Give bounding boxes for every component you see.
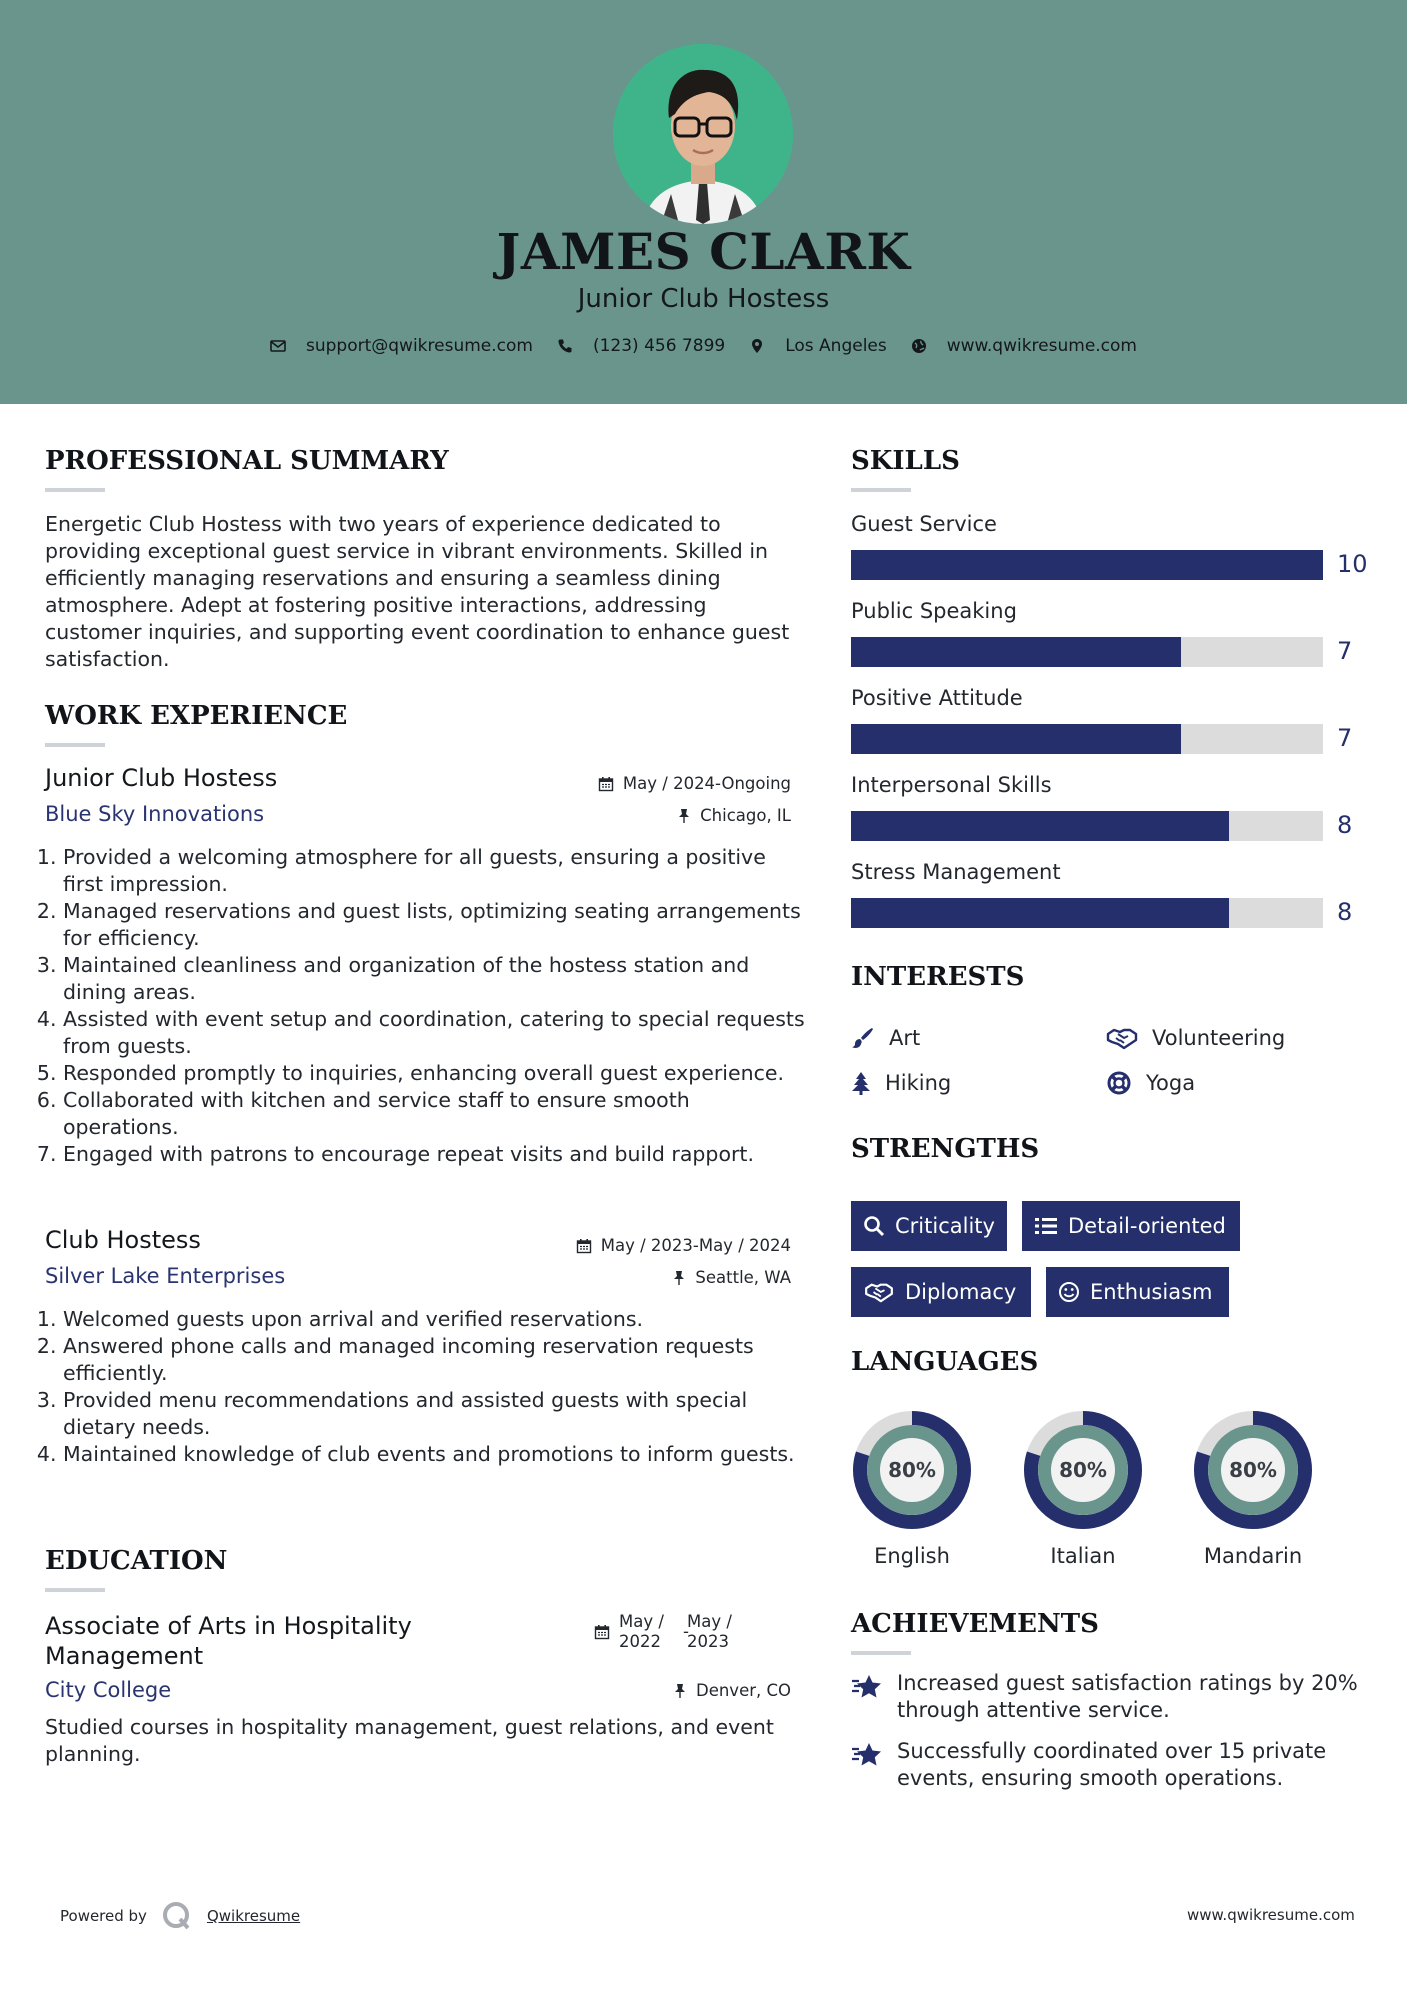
calendar-icon — [594, 1624, 610, 1640]
candidate-name: JAMES CLARK — [496, 222, 911, 281]
language-label: Italian — [1050, 1544, 1116, 1568]
contact-website[interactable] — [911, 336, 1137, 356]
date-part: May / — [619, 1612, 664, 1631]
education-end-date — [687, 1612, 747, 1652]
job-location — [500, 806, 791, 825]
interest-label: Volunteering — [1152, 1026, 1286, 1050]
skill-score: 8 — [1337, 898, 1353, 926]
education-dates — [594, 1612, 747, 1652]
list-item: 6. Collaborated with kitchen and service staff to ensure smooth operations. — [63, 1087, 808, 1141]
experience-heading: WORK EXPERIENCE — [45, 701, 348, 731]
tree-icon — [851, 1071, 871, 1095]
skill-bar-fill — [851, 550, 1323, 580]
achievement-item — [851, 1670, 1371, 1724]
strength-tag — [1022, 1201, 1240, 1251]
summary-text: Energetic Club Hostess with two years of experience dedicated to providing exceptional guest service in vibrant environments. Skilled in efficiently managing reservations and ensuring a seamless dining atmosphere. Adept at fostering positive interactions, addressing customer inquiries, and supporting event coordination to enhance guest satisfaction. — [45, 512, 790, 671]
job-duties-list — [37, 844, 808, 1168]
list-item: 4. Assisted with event setup and coordination, catering to special requests from guests. — [63, 1006, 808, 1060]
language-ring — [1022, 1409, 1144, 1531]
job-location — [500, 1268, 791, 1287]
language-percent: 80% — [888, 1458, 936, 1482]
list-item: 2. Managed reservations and guest lists, optimizing seating arrangements for efficiency. — [63, 898, 808, 952]
paintbrush-icon — [851, 1026, 875, 1050]
skill-label: Positive Attitude — [851, 686, 1023, 710]
date-part: May / — [687, 1612, 732, 1631]
profile-photo — [613, 44, 793, 224]
person-avatar-icon — [613, 44, 793, 224]
job-date — [500, 1236, 791, 1255]
strength-label: Detail-oriented — [1068, 1214, 1226, 1238]
interest-label: Hiking — [885, 1071, 952, 1095]
candidate-role: Junior Club Hostess — [577, 284, 830, 314]
strength-tag — [851, 1267, 1031, 1317]
star-icon — [851, 1740, 883, 1768]
skill-score: 8 — [1337, 811, 1353, 839]
degree-title — [45, 1611, 412, 1671]
skill-bar-track — [851, 637, 1323, 667]
list-item: 1. Welcomed guests upon arrival and verified reservations. — [63, 1306, 808, 1333]
skill-label: Guest Service — [851, 512, 997, 536]
job-title: Club Hostess — [45, 1226, 201, 1254]
skill-bar-track — [851, 898, 1323, 928]
summary-heading: PROFESSIONAL SUMMARY — [45, 446, 449, 476]
interest-label: Yoga — [1146, 1071, 1196, 1095]
job-location-text: Chicago, IL — [700, 806, 791, 825]
handshake-icon — [1106, 1026, 1138, 1050]
achievement-line: through attentive service. — [897, 1698, 1170, 1722]
strength-tag — [1046, 1267, 1229, 1317]
job-title: Junior Club Hostess — [45, 764, 278, 792]
job-company: Blue Sky Innovations — [45, 802, 265, 826]
experience-divider — [45, 743, 105, 747]
pushpin-icon — [677, 808, 691, 824]
date-separator: - — [683, 1622, 689, 1641]
school-name: City College — [45, 1678, 172, 1702]
contact-website-text: www.qwikresume.com — [946, 336, 1137, 356]
interest-art — [851, 1026, 920, 1050]
strength-tag — [851, 1201, 1007, 1251]
search-icon — [863, 1215, 885, 1237]
language-label: English — [874, 1544, 950, 1568]
skill-score: 10 — [1337, 550, 1368, 578]
contact-bar — [0, 336, 1407, 356]
skill-label: Public Speaking — [851, 599, 1017, 623]
map-marker-icon — [749, 338, 765, 354]
achievement-line: Successfully coordinated over 15 private — [897, 1739, 1327, 1763]
contact-email[interactable] — [270, 336, 533, 356]
language-percent: 80% — [1229, 1458, 1277, 1482]
education-location-text: Denver, CO — [695, 1681, 791, 1700]
skill-bar-track — [851, 724, 1323, 754]
education-start-date — [619, 1612, 683, 1652]
education-location — [500, 1681, 791, 1700]
interest-hiking — [851, 1071, 951, 1095]
skill-label: Stress Management — [851, 860, 1061, 884]
job-date-text: May / 2023-May / 2024 — [600, 1236, 791, 1255]
language-ring — [1192, 1409, 1314, 1531]
job-date — [500, 774, 791, 793]
footer-website[interactable]: www.qwikresume.com — [1187, 1906, 1355, 1924]
interest-yoga — [1106, 1071, 1195, 1095]
interest-label: Art — [889, 1026, 921, 1050]
achievement-line: Increased guest satisfaction ratings by 20% — [897, 1671, 1358, 1695]
contact-phone[interactable] — [557, 336, 725, 356]
powered-by-text: Powered by — [60, 1907, 147, 1925]
lifebuoy-icon — [1106, 1071, 1132, 1095]
strength-label: Enthusiasm — [1090, 1280, 1213, 1304]
list-item: 2. Answered phone calls and managed incoming reservation requests efficiently. — [63, 1333, 808, 1387]
achievement-item — [851, 1738, 1371, 1792]
contact-phone-text: (123) 456 7899 — [592, 336, 726, 356]
handshake-icon — [863, 1281, 895, 1303]
achievement-text — [897, 1670, 1358, 1724]
footer-branding — [60, 1900, 300, 1932]
globe-icon — [911, 338, 927, 354]
skill-bar-fill — [851, 724, 1181, 754]
job-duties-list — [37, 1306, 808, 1468]
summary-divider — [45, 488, 105, 492]
list-item: 1. Provided a welcoming atmosphere for all guests, ensuring a positive first impression. — [63, 844, 808, 898]
smile-icon — [1058, 1281, 1080, 1303]
contact-location — [749, 336, 887, 356]
education-text: Studied courses in hospitality management, guest relations, and event planning. — [45, 1715, 774, 1766]
list-item: 5. Responded promptly to inquiries, enhancing overall guest experience. — [63, 1060, 808, 1087]
phone-icon — [557, 338, 573, 354]
achievement-line: events, ensuring smooth operations. — [897, 1766, 1284, 1790]
skill-score: 7 — [1337, 724, 1353, 752]
resume-header — [0, 0, 1407, 404]
language-ring — [851, 1409, 973, 1531]
list-item: 7. Engaged with patrons to encourage repeat visits and build rapport. — [63, 1141, 808, 1168]
strength-label: Diplomacy — [905, 1280, 1017, 1304]
education-heading: EDUCATION — [45, 1546, 228, 1576]
job-date-text: May / 2024-Ongoing — [622, 774, 791, 793]
language-label: Mandarin — [1203, 1544, 1303, 1568]
list-item: 4. Maintained knowledge of club events and promotions to inform guests. — [63, 1441, 808, 1468]
skill-bar-track — [851, 811, 1323, 841]
education-divider — [45, 1588, 105, 1592]
degree-title-line: Management — [45, 1642, 204, 1670]
contact-email-text: support@qwikresume.com — [306, 336, 533, 356]
pushpin-icon — [673, 1683, 687, 1699]
degree-title-line: Associate of Arts in Hospitality — [45, 1612, 412, 1640]
skill-score: 7 — [1337, 637, 1353, 665]
skill-bar-fill — [851, 898, 1229, 928]
skill-bar-track — [851, 550, 1323, 580]
qwikresume-link[interactable]: Qwikresume — [206, 1907, 301, 1925]
date-part: 2022 — [619, 1632, 661, 1651]
contact-location-text: Los Angeles — [785, 336, 887, 356]
skill-bar-fill — [851, 637, 1181, 667]
envelope-icon — [270, 338, 286, 354]
list-icon — [1034, 1215, 1058, 1237]
language-percent: 80% — [1059, 1458, 1107, 1482]
pushpin-icon — [672, 1270, 686, 1286]
interests-heading: INTERESTS — [851, 962, 1025, 992]
languages-heading: LANGUAGES — [851, 1347, 1039, 1377]
list-item: 3. Provided menu recommendations and assisted guests with special dietary needs. — [63, 1387, 808, 1441]
strengths-heading: STRENGTHS — [851, 1134, 1040, 1164]
calendar-icon — [576, 1238, 592, 1254]
achievements-divider — [851, 1651, 911, 1655]
skill-bar-fill — [851, 811, 1229, 841]
star-icon — [851, 1672, 883, 1700]
achievement-text — [897, 1738, 1326, 1792]
skills-divider — [851, 488, 911, 492]
achievements-heading: ACHIEVEMENTS — [851, 1609, 1099, 1639]
qwikresume-logo-icon — [161, 1900, 193, 1932]
skill-label: Interpersonal Skills — [851, 773, 1052, 797]
skills-heading: SKILLS — [851, 446, 960, 476]
list-item: 3. Maintained cleanliness and organization of the hostess station and dining areas. — [63, 952, 808, 1006]
strength-label: Criticality — [895, 1214, 995, 1238]
job-location-text: Seattle, WA — [695, 1268, 791, 1287]
date-part: 2023 — [687, 1632, 729, 1651]
job-company: Silver Lake Enterprises — [45, 1264, 286, 1288]
calendar-icon — [598, 776, 614, 792]
interest-volunteering — [1106, 1026, 1285, 1050]
